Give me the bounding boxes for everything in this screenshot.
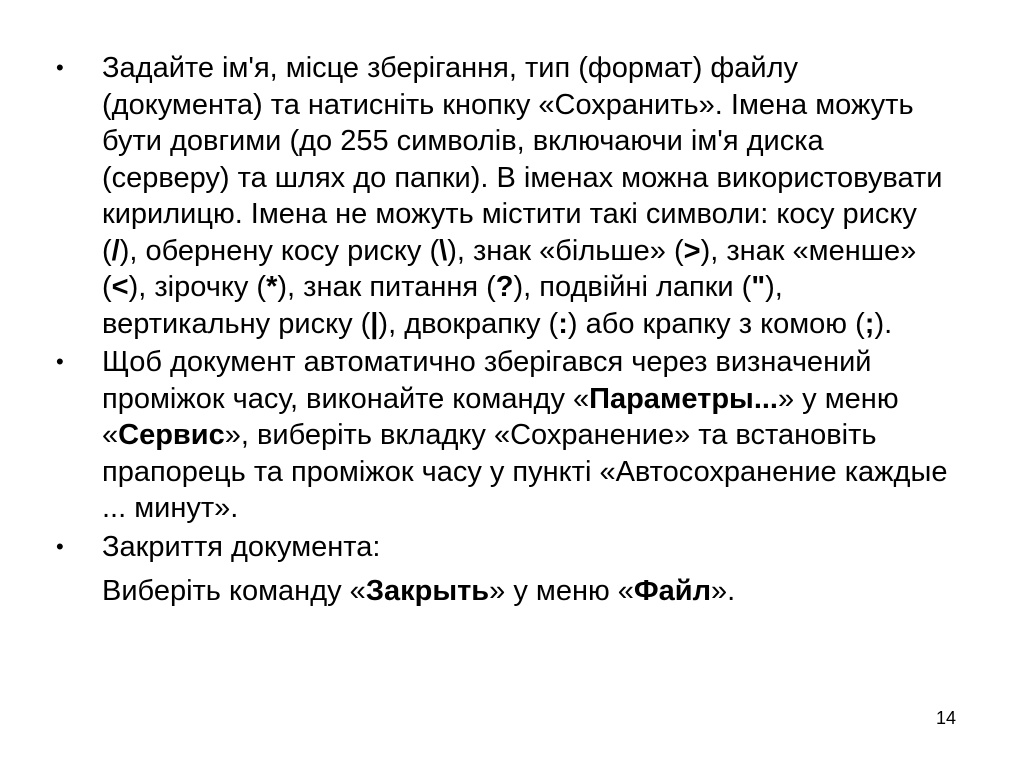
text-run: ), зірочку (: [128, 271, 267, 303]
bold-text-run: <: [111, 271, 129, 303]
bold-text-run: ?: [495, 271, 514, 303]
text-run: ), подвійні лапки (: [513, 271, 752, 303]
text-run: ), двокрапку (: [378, 307, 559, 340]
text-run: » у меню «: [102, 382, 899, 451]
text-run: ), знак питання (: [277, 271, 496, 303]
text-run: Щоб документ автоматично зберігався через визначений проміжок часу, виконайте команду «: [102, 346, 872, 415]
page-number: 14: [936, 708, 957, 728]
bold-text-run: Сервис: [118, 419, 225, 451]
bold-text-run: Закрыть: [365, 575, 490, 607]
bullet-icon: •: [56, 533, 64, 559]
text-run: », виберіть вкладку «Сохранение» та встановіть прапорець та проміжок часу у пункті «Автосохранение каждые ... минут».: [102, 419, 948, 524]
text-run: ), знак «більше» (: [447, 234, 684, 267]
bold-text-run: ;: [864, 307, 875, 340]
bullet-item-close: [56, 529, 956, 566]
bullet-item-close-instruction: [56, 573, 956, 610]
text-run: Задайте ім'я, місце зберігання, тип (формат) файлу (документа) та натисніть кнопку «Сохранить». Імена можуть бути довгими (до 255 символів, включаючи ім'я диска (серверу) та шлях до папки). В іменах можна використовувати кирилицю. Імена не можуть містити такі символи: косу риску (: [102, 52, 943, 267]
text-run: Виберіть команду «: [102, 575, 366, 607]
bullet-item-name-file: [56, 50, 956, 342]
bullet-item-text: [102, 529, 956, 566]
bullet-item-text: [102, 344, 956, 527]
bold-text-run: ": [751, 271, 766, 303]
text-run: Закриття документа:: [102, 530, 381, 563]
text-run: ), вертикальну риску (: [102, 271, 783, 340]
sub-item-text: [102, 573, 956, 610]
bold-text-run: \: [439, 234, 448, 267]
bold-text-run: Параметры...: [589, 382, 778, 415]
bold-text-run: >: [683, 234, 701, 267]
bold-text-run: /: [111, 234, 120, 267]
text-run: ) або крапку з комою (: [567, 307, 865, 340]
text-run: ), знак «менше» (: [102, 234, 917, 303]
text-run: » у меню «: [489, 575, 634, 607]
bold-text-run: Файл: [633, 575, 712, 607]
bullet-icon: •: [56, 349, 64, 374]
bold-text-run: |: [370, 307, 379, 340]
text-run: ).: [874, 307, 893, 340]
bullet-item-text: [102, 50, 956, 342]
bold-text-run: :: [558, 307, 568, 340]
bullet-item-autosave: [56, 344, 956, 527]
bullet-icon: •: [56, 55, 64, 80]
text-run: ».: [711, 575, 736, 607]
text-run: ), обернену косу риску (: [119, 234, 440, 267]
bold-text-run: *: [266, 271, 278, 303]
slide-content: [56, 50, 956, 610]
